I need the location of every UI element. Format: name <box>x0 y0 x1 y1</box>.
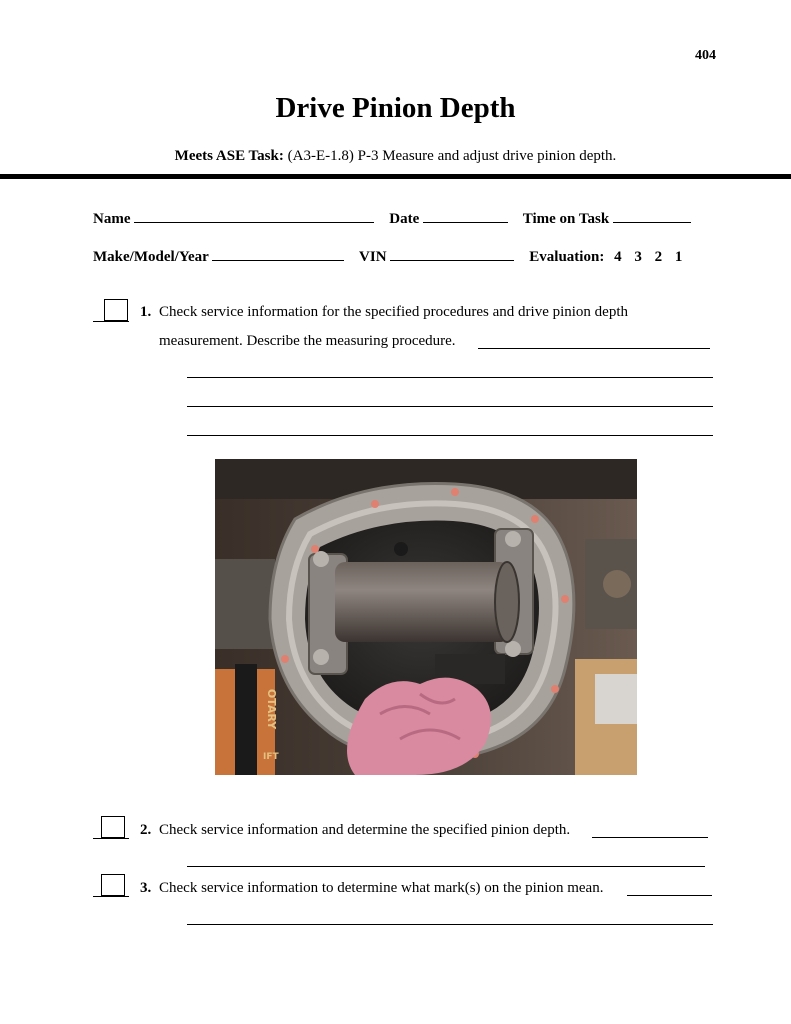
step1-number: 1. <box>140 304 152 320</box>
step1-answer-line-1[interactable] <box>187 377 713 378</box>
step2-number: 2. <box>140 822 152 838</box>
vehicle-row <box>93 246 682 266</box>
differential-photo <box>215 459 637 775</box>
step1-answer-line-3[interactable] <box>187 435 713 436</box>
header-rule <box>0 174 791 179</box>
ase-task-line <box>0 148 791 165</box>
step3-answer-line-1[interactable] <box>187 924 713 925</box>
make-model-year-field[interactable] <box>212 246 344 261</box>
page-title: Drive Pinion Depth <box>275 92 516 124</box>
evaluation-scores[interactable]: 4 3 2 1 <box>614 249 683 265</box>
step2-text: Check service information and determine the specified pinion depth. <box>159 822 571 838</box>
lift-brand-text-2: IFT <box>263 752 279 762</box>
step2-check-underline <box>93 838 129 839</box>
step2-answer-line-1[interactable] <box>187 866 705 867</box>
name-label: Name <box>93 211 131 227</box>
step3-text: Check service information to determine what mark(s) on the pinion mean. <box>159 880 604 896</box>
make-model-year-label: Make/Model/Year <box>93 249 209 265</box>
name-row <box>93 208 691 228</box>
step1-check-underline <box>93 321 129 322</box>
page-number: 404 <box>695 48 716 63</box>
ase-task-text: (A3-E-1.8) P-3 Measure and adjust drive pinion depth. <box>287 148 617 164</box>
step3-check-underline <box>93 896 129 897</box>
evaluation-label: Evaluation: <box>529 249 605 265</box>
step1-text-line2: measurement. Describe the measuring procedure. <box>159 333 456 349</box>
step3-number: 3. <box>140 880 152 896</box>
vin-field[interactable] <box>390 246 514 261</box>
differential-photo-image <box>215 459 637 775</box>
vin-label: VIN <box>359 249 387 265</box>
step2-checkbox[interactable] <box>101 816 125 838</box>
time-on-task-field[interactable] <box>613 208 691 223</box>
name-field[interactable] <box>134 208 374 223</box>
ase-task-label: Meets ASE Task: <box>174 148 284 164</box>
lift-brand-text: OTARY <box>265 688 278 730</box>
time-on-task-label: Time on Task <box>522 211 610 227</box>
step1-answer-line-2[interactable] <box>187 406 713 407</box>
step3-answer-line-inline[interactable] <box>627 895 712 896</box>
date-label: Date <box>389 211 420 227</box>
step1-text-line1: Check service information for the specified procedures and drive pinion depth <box>159 304 629 320</box>
date-field[interactable] <box>423 208 508 223</box>
step3-checkbox[interactable] <box>101 874 125 896</box>
step1-checkbox[interactable] <box>104 299 128 321</box>
step2-answer-line-inline[interactable] <box>592 837 708 838</box>
step1-answer-line-inline[interactable] <box>478 348 710 349</box>
